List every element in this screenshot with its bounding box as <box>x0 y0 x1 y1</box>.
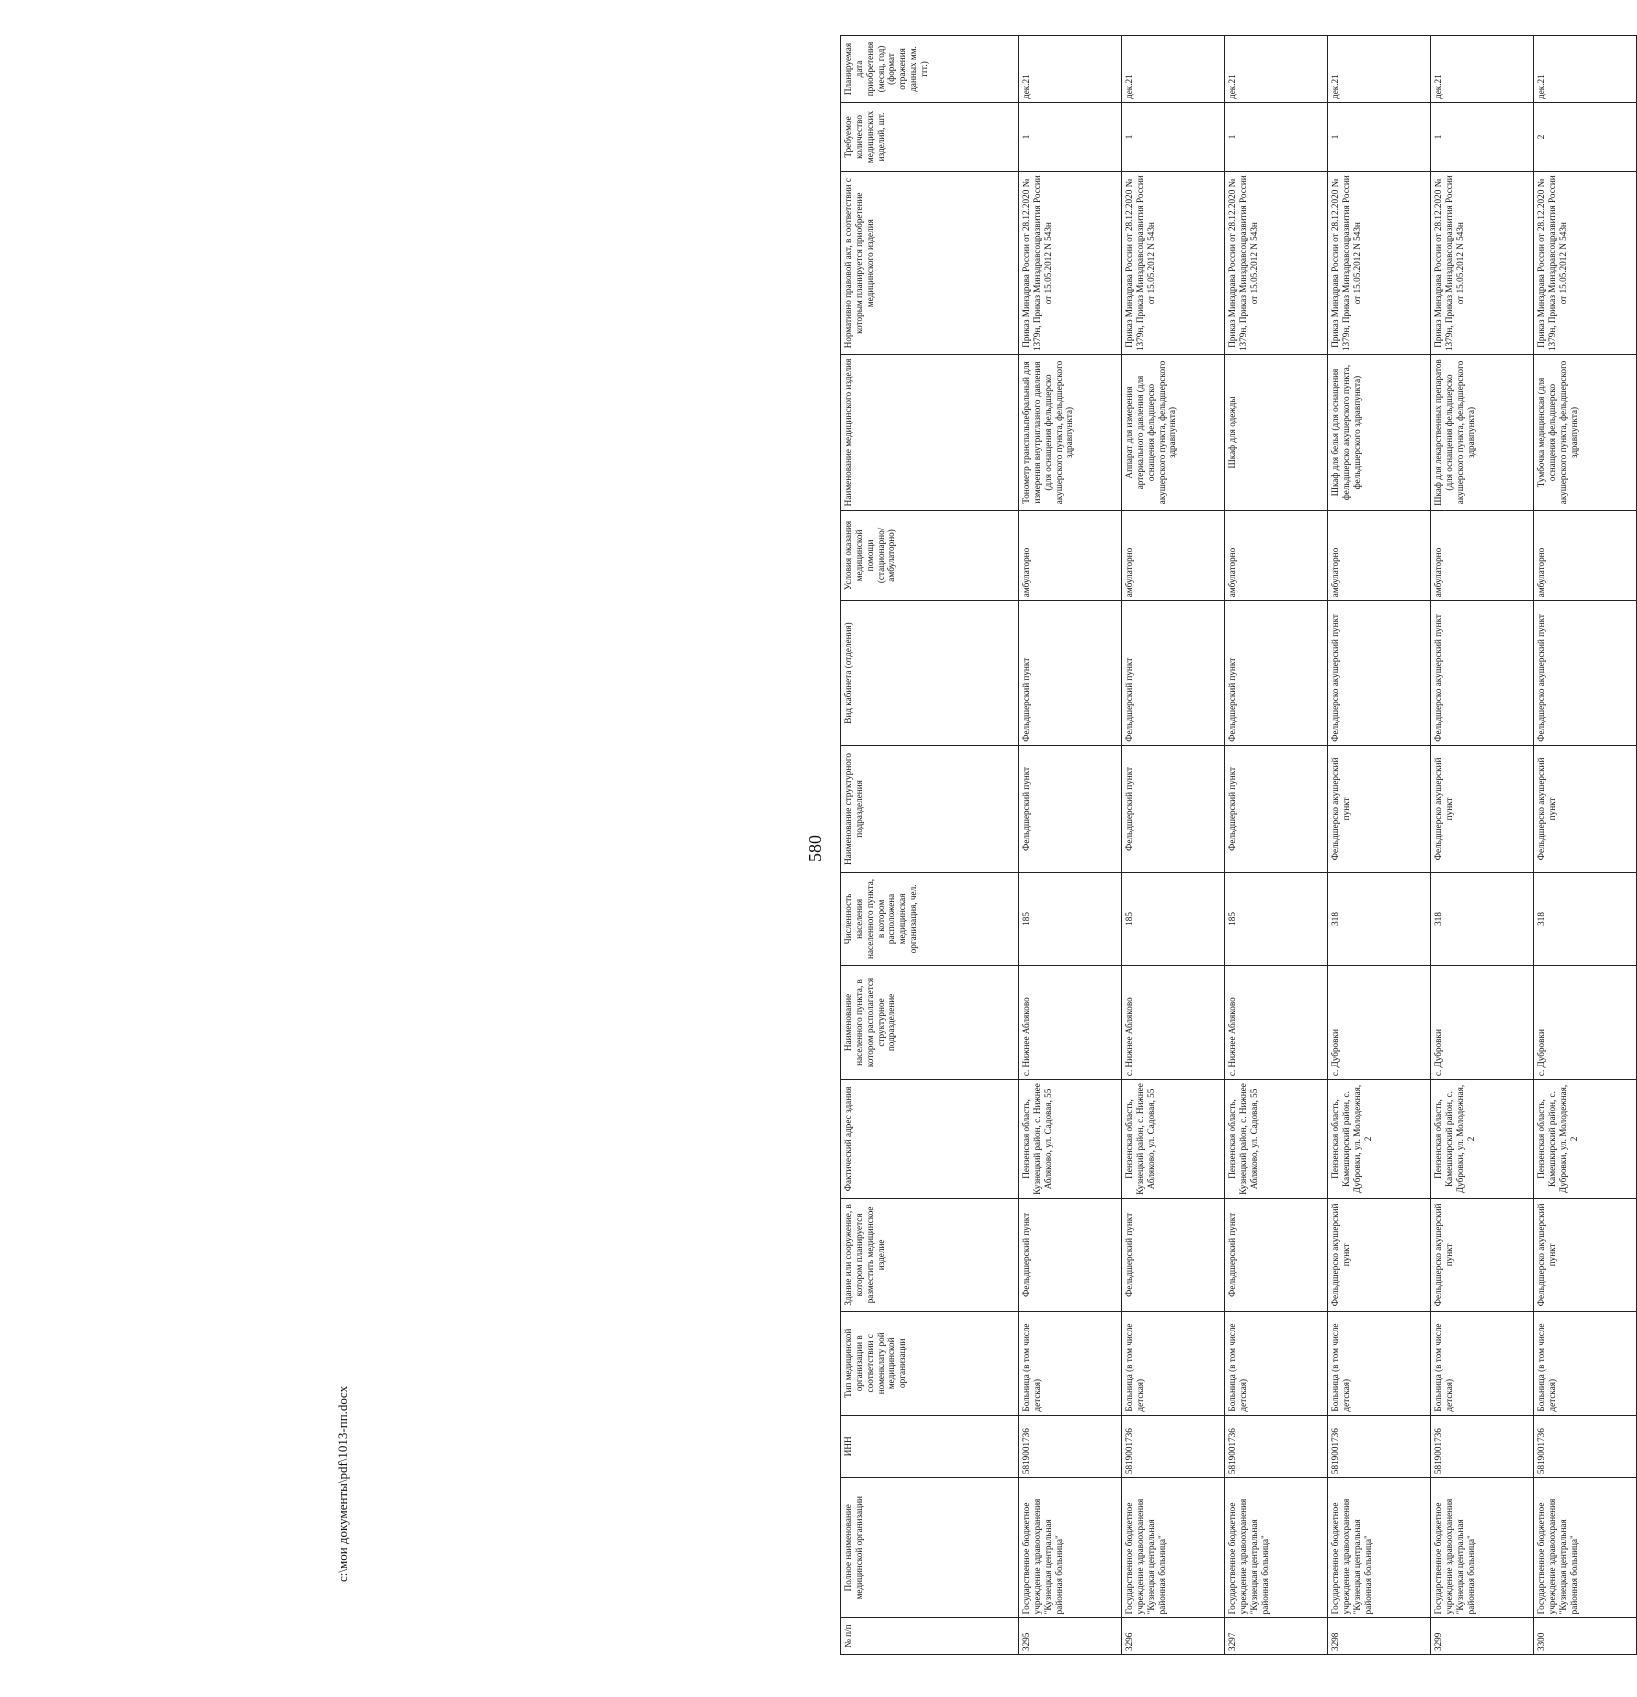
header-cell: Тип медицинской организации в соответствии с номенклату рой медицинской организации <box>841 1312 1019 1416</box>
cell-purchase-date: дек.21 <box>1019 36 1122 103</box>
cell-quantity: 2 <box>1534 102 1637 171</box>
cell-address: Пензенская область, Камешкирский район, с. Дубровки, ул. Молодежная, 2 <box>1431 1080 1534 1199</box>
header-cell: Наименование структурного подразделения <box>841 745 1019 872</box>
cell-legal-act: Приказ Минздрава России от 28.12.2020 № 1379н, Приказ Минздравсоцразвития России от 15.05.2012 N 543н <box>1019 171 1122 354</box>
cell-row-number: 3300 <box>1534 1618 1637 1655</box>
cell-care-conditions: амбулаторно <box>1431 510 1534 601</box>
cell-purchase-date: дек.21 <box>1122 36 1225 103</box>
header-cell: Фактический адрес здания <box>841 1080 1019 1199</box>
table-row <box>1534 36 1637 1655</box>
cell-unit-name: Фельдшерско акушерский пункт <box>1431 745 1534 872</box>
cell-quantity: 1 <box>1122 102 1225 171</box>
cell-device-name: Аппарат для измерения артериального давления (для оснащения фельдшерско акушерского пункта, фельдшерского здравпункта) <box>1122 355 1225 510</box>
cell-care-conditions: амбулаторно <box>1019 510 1122 601</box>
cell-cabinet-type: Фельдшерско акушерский пункт <box>1431 601 1534 746</box>
cell-cabinet-type: Фельдшерский пункт <box>1122 601 1225 746</box>
header-cell: Полное наименование медицинской организации <box>841 1478 1019 1618</box>
cell-population: 185 <box>1225 873 1328 966</box>
cell-row-number: 3296 <box>1122 1618 1225 1655</box>
cell-inn: 5819001736 <box>1534 1415 1637 1478</box>
cell-building: Фельдшерско акушерский пункт <box>1431 1198 1534 1311</box>
cell-org-type: Больница (в том числе детская) <box>1431 1312 1534 1416</box>
table-header-row <box>841 36 1019 1655</box>
cell-org-type: Больница (в том числе детская) <box>1122 1312 1225 1416</box>
cell-building: Фельдшерско акушерский пункт <box>1328 1198 1431 1311</box>
page-number: 580 <box>805 835 825 862</box>
header-cell: Численность населения населенного пункта, в котором расположена медицинская организация, чел. <box>841 873 1019 966</box>
cell-population: 318 <box>1328 873 1431 966</box>
header-cell: Требуемое количество медицинских изделий, шт. <box>841 102 1019 171</box>
cell-unit-name: Фельдшерско акушерский пункт <box>1328 745 1431 872</box>
cell-cabinet-type: Фельдшерский пункт <box>1225 601 1328 746</box>
cell-row-number: 3295 <box>1019 1618 1122 1655</box>
cell-care-conditions: амбулаторно <box>1122 510 1225 601</box>
cell-address: Пензенская область, Камешкирский район, с. Дубровки, ул. Молодежная, 2 <box>1534 1080 1637 1199</box>
cell-purchase-date: дек.21 <box>1328 36 1431 103</box>
cell-inn: 5819001736 <box>1328 1415 1431 1478</box>
cell-legal-act: Приказ Минздрава России от 28.12.2020 № 1379н, Приказ Минздравсоцразвития России от 15.05.2012 N 543н <box>1431 171 1534 354</box>
cell-purchase-date: дек.21 <box>1534 36 1637 103</box>
header-cell: Наименование медицинского изделия <box>841 355 1019 510</box>
cell-address: Пензенская область, Камешкирский район, с. Дубровки, ул. Молодежная, 2 <box>1328 1080 1431 1199</box>
cell-org-type: Больница (в том числе детская) <box>1225 1312 1328 1416</box>
header-cell: Условия оказания медицинской помощи (стационарно/ амбулаторно) <box>841 510 1019 601</box>
cell-legal-act: Приказ Минздрава России от 28.12.2020 № 1379н, Приказ Минздравсоцразвития России от 15.05.2012 N 543н <box>1225 171 1328 354</box>
cell-org-type: Больница (в том числе детская) <box>1534 1312 1637 1416</box>
cell-address: Пензенская область, Кузнецкий район, с. Нижнее Абляково, ул. Садовая, 55 <box>1019 1080 1122 1199</box>
cell-settlement: с. Дубровки <box>1431 965 1534 1079</box>
cell-quantity: 1 <box>1431 102 1534 171</box>
cell-inn: 5819001736 <box>1122 1415 1225 1478</box>
cell-cabinet-type: Фельдшерский пункт <box>1019 601 1122 746</box>
cell-unit-name: Фельдшерско акушерский пункт <box>1534 745 1637 872</box>
table-row <box>1431 36 1534 1655</box>
header-cell: № п/п <box>841 1618 1019 1655</box>
cell-settlement: с. Дубровки <box>1328 965 1431 1079</box>
cell-inn: 5819001736 <box>1019 1415 1122 1478</box>
cell-device-name: Шкаф для белья (для оснащения фельдшерско акушерского пункта, фельдшерского здравпункта) <box>1328 355 1431 510</box>
cell-inn: 5819001736 <box>1225 1415 1328 1478</box>
cell-purchase-date: дек.21 <box>1431 36 1534 103</box>
cell-settlement: с. Нижнее Абляково <box>1019 965 1122 1079</box>
cell-org-type: Больница (в том числе детская) <box>1328 1312 1431 1416</box>
cell-org-name: Государственное бюджетное учреждение здравоохранения "Кузнецкая центральная районная больница" <box>1328 1478 1431 1618</box>
cell-legal-act: Приказ Минздрава России от 28.12.2020 № 1379н, Приказ Минздравсоцразвития России от 15.05.2012 N 543н <box>1328 171 1431 354</box>
cell-unit-name: Фельдшерский пункт <box>1225 745 1328 872</box>
cell-device-name: Шкаф для лекарственных препаратов (для оснащения фельдшерско акушерского пункта, фельдшерского здравпункта) <box>1431 355 1534 510</box>
cell-row-number: 3299 <box>1431 1618 1534 1655</box>
header-cell: Планируемая дата приобретения (месяц, год) (формат отражения данных мм. ггг.) <box>841 36 1019 103</box>
cell-legal-act: Приказ Минздрава России от 28.12.2020 № 1379н, Приказ Минздравсоцразвития России от 15.05.2012 N 543н <box>1534 171 1637 354</box>
cell-address: Пензенская область, Кузнецкий район, с. Нижнее Абляково, ул. Садовая, 55 <box>1122 1080 1225 1199</box>
cell-population: 185 <box>1122 873 1225 966</box>
cell-device-name: Тонометр транспальпебральный для измерения внутриглазного давления (для оснащения фельдшерско акушерского пункта, фельдшерского здравпункта) <box>1019 355 1122 510</box>
cell-unit-name: Фельдшерский пункт <box>1122 745 1225 872</box>
cell-address: Пензенская область, Кузнецкий район, с. Нижнее Абляково, ул. Садовая, 55 <box>1225 1080 1328 1199</box>
header-cell: Здание или сооружение, в котором планируется разместить медицинское изделие <box>841 1198 1019 1311</box>
cell-care-conditions: амбулаторно <box>1328 510 1431 601</box>
equipment-register-table <box>840 35 1637 1655</box>
cell-inn: 5819001736 <box>1431 1415 1534 1478</box>
cell-building: Фельдшерский пункт <box>1225 1198 1328 1311</box>
cell-org-name: Государственное бюджетное учреждение здравоохранения "Кузнецкая центральная районная больница" <box>1431 1478 1534 1618</box>
header-cell: Нормативно правовой акт, в соответствии с которым планируется приобретение медицинского изделия <box>841 171 1019 354</box>
cell-settlement: с. Нижнее Абляково <box>1122 965 1225 1079</box>
cell-quantity: 1 <box>1328 102 1431 171</box>
cell-building: Фельдшерско акушерский пункт <box>1534 1198 1637 1311</box>
cell-quantity: 1 <box>1225 102 1328 171</box>
cell-cabinet-type: Фельдшерско акушерский пункт <box>1534 601 1637 746</box>
cell-building: Фельдшерский пункт <box>1019 1198 1122 1311</box>
table-row <box>1019 36 1122 1655</box>
cell-population: 318 <box>1431 873 1534 966</box>
cell-row-number: 3298 <box>1328 1618 1431 1655</box>
cell-device-name: Шкаф для одежды <box>1225 355 1328 510</box>
table-row <box>1328 36 1431 1655</box>
table-row <box>1122 36 1225 1655</box>
cell-population: 185 <box>1019 873 1122 966</box>
table-row <box>1225 36 1328 1655</box>
footer-file-path: c:\мои документы\pdf\1013-пп.docx <box>335 1385 350 1582</box>
cell-population: 318 <box>1534 873 1637 966</box>
cell-cabinet-type: Фельдшерско акушерский пункт <box>1328 601 1431 746</box>
cell-settlement: с. Нижнее Абляково <box>1225 965 1328 1079</box>
cell-org-name: Государственное бюджетное учреждение здравоохранения "Кузнецкая центральная районная больница" <box>1225 1478 1328 1618</box>
cell-care-conditions: амбулаторно <box>1534 510 1637 601</box>
cell-org-name: Государственное бюджетное учреждение здравоохранения "Кузнецкая центральная районная больница" <box>1534 1478 1637 1618</box>
cell-quantity: 1 <box>1019 102 1122 171</box>
header-cell: Наименование населенного пункта, в котором располагается структурное подразделение <box>841 965 1019 1079</box>
cell-org-name: Государственное бюджетное учреждение здравоохранения "Кузнецкая центральная районная больница" <box>1122 1478 1225 1618</box>
cell-building: Фельдшерский пункт <box>1122 1198 1225 1311</box>
cell-device-name: Тумбочка медицинская (для оснащения фельдшерско акушерского пункта, фельдшерского здравпункта) <box>1534 355 1637 510</box>
cell-legal-act: Приказ Минздрава России от 28.12.2020 № 1379н, Приказ Минздравсоцразвития России от 15.05.2012 N 543н <box>1122 171 1225 354</box>
cell-purchase-date: дек.21 <box>1225 36 1328 103</box>
cell-unit-name: Фельдшерский пункт <box>1019 745 1122 872</box>
header-cell: ИНН <box>841 1415 1019 1478</box>
cell-settlement: с. Дубровки <box>1534 965 1637 1079</box>
cell-org-type: Больница (в том числе детская) <box>1019 1312 1122 1416</box>
cell-org-name: Государственное бюджетное учреждение здравоохранения "Кузнецкая центральная районная больница" <box>1019 1478 1122 1618</box>
cell-row-number: 3297 <box>1225 1618 1328 1655</box>
cell-care-conditions: амбулаторно <box>1225 510 1328 601</box>
header-cell: Вид кабинета (отделения) <box>841 601 1019 746</box>
